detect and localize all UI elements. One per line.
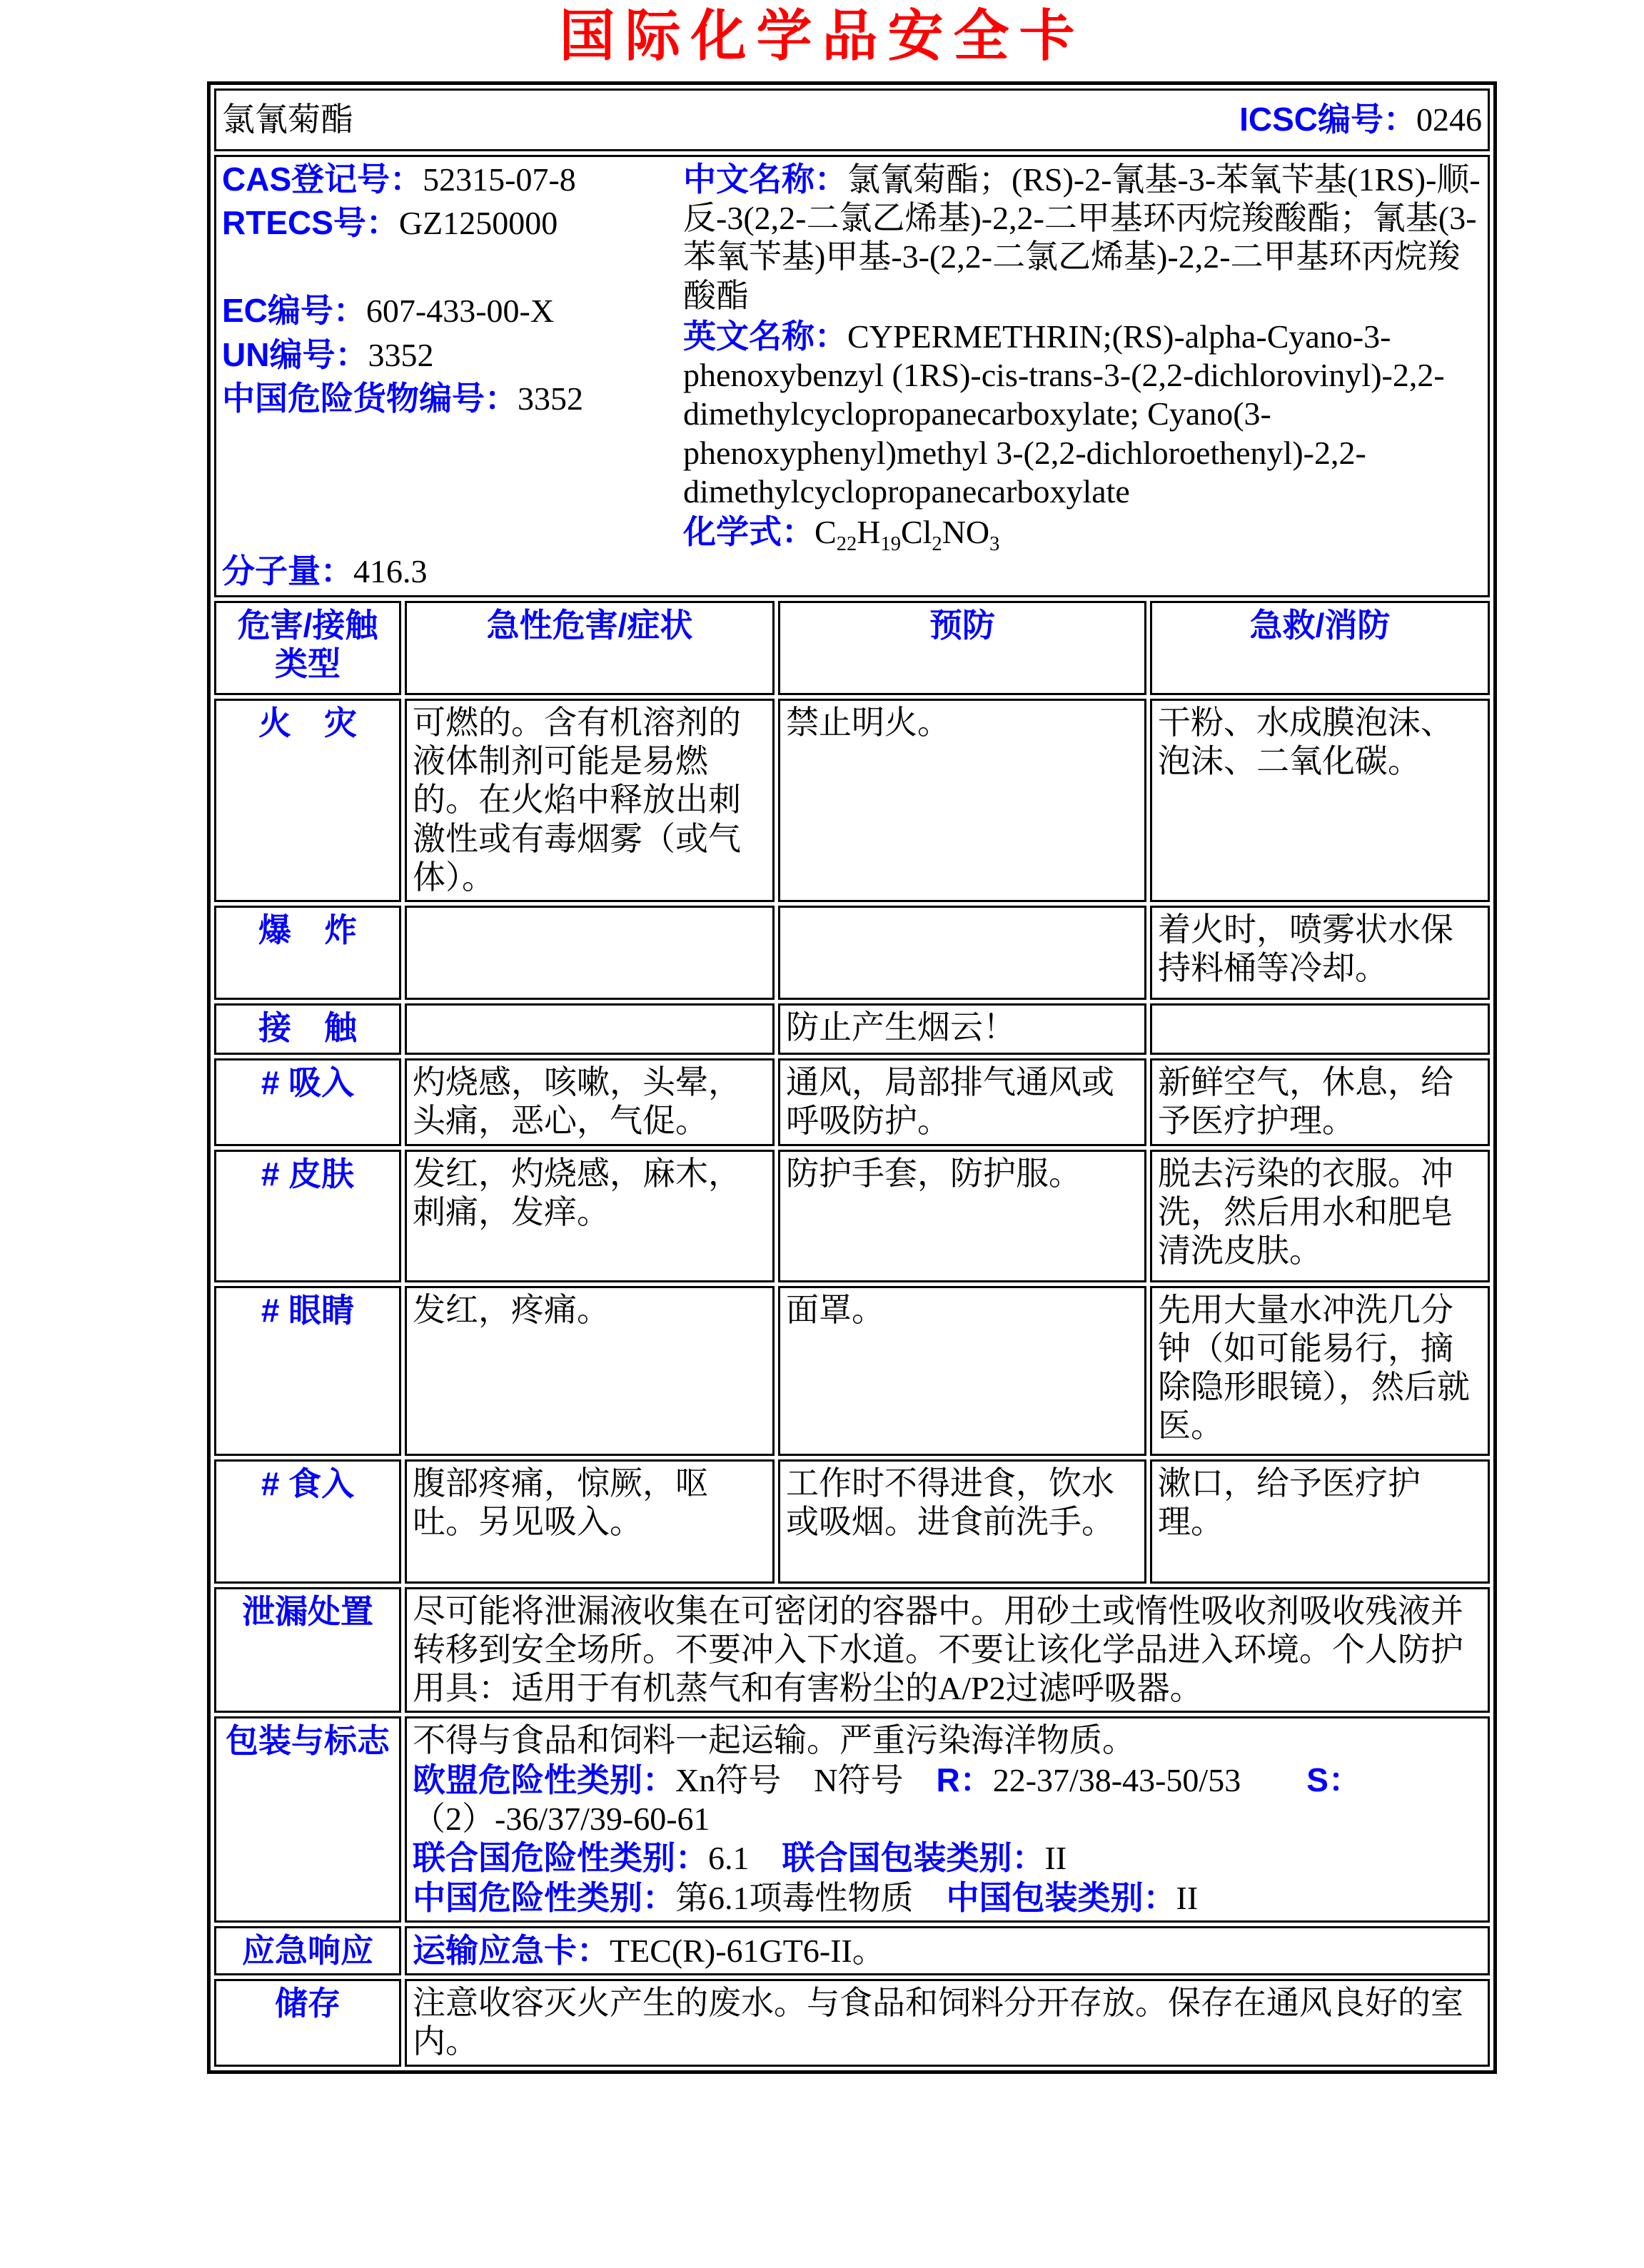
china-dg-label: 中国危险货物编号： bbox=[222, 379, 518, 417]
text-segment: H bbox=[857, 514, 881, 551]
explosion-type-label: 爆 炸 bbox=[214, 906, 401, 1000]
card-header-row bbox=[214, 88, 1490, 151]
inhalation-symptoms: 灼烧感，咳嗽，头晕，头痛，恶心，气促。 bbox=[405, 1058, 775, 1146]
formula-label: 化学式： bbox=[683, 513, 815, 551]
packaging-line-china-class bbox=[413, 1878, 1482, 1918]
skin-prevention: 防护手套，防护服。 bbox=[778, 1150, 1146, 1282]
hazard-row-fire bbox=[214, 699, 1490, 902]
chemical-name: 氯氰菊酯 bbox=[222, 101, 353, 138]
field-label-segment: S： bbox=[1306, 1761, 1361, 1798]
skin-symptoms: 发红，灼烧感，麻木，刺痛，发痒。 bbox=[405, 1150, 775, 1282]
text-segment: 22-37/38-43-50/53 bbox=[992, 1761, 1307, 1798]
icsc-number: 0246 bbox=[1416, 101, 1483, 138]
contact-prevention: 防止产生烟云！ bbox=[778, 1003, 1146, 1055]
packaging-line-un-class bbox=[413, 1838, 1482, 1878]
eyes-symptoms: 发红，疼痛。 bbox=[405, 1286, 775, 1456]
names-block bbox=[683, 160, 1482, 592]
fire-prevention: 禁止明火。 bbox=[778, 699, 1146, 902]
ingestion-type-label: # 食入 bbox=[214, 1459, 401, 1584]
header-acute-symptoms: 急性危害/症状 bbox=[405, 601, 775, 695]
card-header-cell bbox=[214, 88, 1490, 151]
ingestion-symptoms: 腹部疼痛，惊厥，呕吐。另见吸入。 bbox=[405, 1459, 775, 1584]
field-label-segment: 中国危险性类别： bbox=[413, 1878, 675, 1916]
un-number-line bbox=[222, 335, 683, 375]
ec-label: EC编号： bbox=[222, 292, 366, 330]
emergency-response-label: 应急响应 bbox=[214, 1926, 401, 1975]
contact-symptoms bbox=[405, 1003, 775, 1055]
eyes-prevention: 面罩。 bbox=[778, 1286, 1146, 1456]
skin-firstaid: 脱去污染的衣服。冲洗，然后用水和肥皂清洗皮肤。 bbox=[1150, 1150, 1490, 1282]
field-label-segment: 欧盟危险性类别： bbox=[413, 1761, 675, 1798]
text-segment: Cl bbox=[900, 514, 932, 551]
storage-row bbox=[214, 1979, 1490, 2067]
contact-firstaid bbox=[1150, 1003, 1490, 1055]
inhalation-firstaid: 新鲜空气，休息，给予医疗护理。 bbox=[1150, 1058, 1490, 1146]
fire-symptoms: 可燃的。含有机溶剂的液体制剂可能是易燃的。在火焰中释放出刺激性或有毒烟雾（或气体）。 bbox=[405, 699, 775, 902]
contact-type-label: 接 触 bbox=[214, 1003, 401, 1055]
skin-type-label: # 皮肤 bbox=[214, 1150, 401, 1282]
molecular-weight-value: 416.3 bbox=[353, 552, 428, 589]
ingestion-prevention: 工作时不得进食，饮水或吸烟。进食前洗手。 bbox=[778, 1459, 1146, 1584]
text-segment: 第6.1项毒性物质 bbox=[675, 1879, 947, 1916]
cas-number-line bbox=[222, 160, 683, 199]
identity-row bbox=[214, 155, 1490, 597]
explosion-symptoms bbox=[405, 906, 775, 1000]
text-segment: C bbox=[815, 514, 837, 551]
header-hazard-type: 危害/接触类型 bbox=[214, 601, 401, 695]
hazard-row-explosion bbox=[214, 906, 1490, 1000]
hazard-row-skin bbox=[214, 1150, 1490, 1282]
eyes-firstaid: 先用大量水冲洗几分钟（如可能易行，摘除隐形眼镜），然后就医。 bbox=[1150, 1286, 1490, 1456]
molecular-weight-label: 分子量： bbox=[222, 552, 353, 589]
field-label-segment: 运输应急卡： bbox=[413, 1931, 610, 1969]
identifier-list bbox=[222, 160, 683, 592]
text-segment: 6.1 bbox=[708, 1840, 782, 1877]
explosion-firstaid: 着火时，喷雾状水保持料桶等冷却。 bbox=[1150, 906, 1490, 1000]
formula-subscript: 2 bbox=[932, 533, 942, 556]
chemical-formula bbox=[815, 514, 1000, 556]
chinese-name-paragraph bbox=[683, 160, 1482, 315]
chinese-name-value: 氯氰菊酯；(RS)-2-氰基-3-苯氧苄基(1RS)-顺-反-3(2,2-二氯乙烯基)-2,2-二甲基环丙烷羧酸酯；氰基(3-苯氧苄基)甲基-3-(2,2-二氯乙烯基)-2,2-二甲基环丙烷羧酸酯 bbox=[683, 161, 1481, 314]
china-dg-number-line bbox=[222, 379, 683, 418]
formula-line bbox=[683, 512, 1482, 556]
formula-subscript: 3 bbox=[989, 533, 1000, 556]
packaging-labelling-row bbox=[214, 1716, 1490, 1922]
text-segment: Xn符号 N符号 bbox=[675, 1761, 937, 1798]
hazard-row-contact bbox=[214, 1003, 1490, 1055]
packaging-labelling-content bbox=[405, 1716, 1490, 1922]
header-prevention: 预防 bbox=[778, 601, 1146, 695]
china-dg-value: 3352 bbox=[518, 380, 583, 417]
hazard-row-ingestion bbox=[214, 1459, 1490, 1584]
hazard-table-header-row bbox=[214, 601, 1490, 695]
chinese-name-label: 中文名称： bbox=[683, 160, 847, 198]
un-value: 3352 bbox=[368, 336, 434, 373]
fire-firstaid: 干粉、水成膜泡沫、泡沫、二氧化碳。 bbox=[1150, 699, 1490, 902]
cas-label: CAS登记号： bbox=[222, 160, 423, 198]
fire-type-label: 火 灾 bbox=[214, 699, 401, 902]
spill-disposal-text: 尽可能将泄漏液收集在可密闭的容器中。用砂土或惰性吸收剂吸收残液并转移到安全场所。不要冲入下水道。不要让该化学品进入环境。个人防护用具：适用于有机蒸气和有害粉尘的A/P2过滤呼吸器。 bbox=[405, 1587, 1490, 1713]
text-segment: TEC(R)-61GT6-II。 bbox=[610, 1932, 885, 1969]
spill-disposal-label: 泄漏处置 bbox=[214, 1587, 401, 1713]
text-segment: II bbox=[1044, 1840, 1067, 1877]
english-name-paragraph bbox=[683, 317, 1482, 511]
safety-card-table bbox=[207, 81, 1497, 2074]
ingestion-firstaid: 漱口，给予医疗护理。 bbox=[1150, 1459, 1490, 1584]
storage-text: 注意收容灭火产生的废水。与食品和饲料分开存放。保存在通风良好的室内。 bbox=[405, 1979, 1490, 2067]
molecular-weight-line bbox=[222, 552, 683, 591]
packaging-line-transport bbox=[413, 1721, 1482, 1760]
field-label-segment: 联合国危险性类别： bbox=[413, 1839, 708, 1877]
hazard-row-inhalation bbox=[214, 1058, 1490, 1146]
text-segment: NO bbox=[942, 514, 990, 551]
formula-subscript: 22 bbox=[836, 533, 857, 556]
text-segment: II bbox=[1176, 1879, 1199, 1916]
identity-cell bbox=[214, 155, 1490, 597]
english-name-value: CYPERMETHRIN;(RS)-alpha-Cyano-3-phenoxybenzyl (1RS)-cis-trans-3-(2,2-dichlorovinyl)-2,2-dimethylcyclopropanecarboxylate; Cyano(3-phenoxyphenyl)methyl 3-(2,2-dichloroethenyl)-2,2-dimethylcyclopropanecarboxylate bbox=[683, 318, 1445, 510]
packaging-line-eu-class bbox=[413, 1761, 1482, 1800]
field-label-segment: R： bbox=[936, 1761, 993, 1798]
packaging-labelling-label: 包装与标志 bbox=[214, 1716, 401, 1922]
rtecs-number-line bbox=[222, 203, 683, 243]
text-segment: 不得与食品和饲料一起运输。严重污染海洋物质。 bbox=[413, 1722, 1135, 1759]
icsc-label: ICSC编号： bbox=[1239, 101, 1417, 138]
emergency-response-row bbox=[214, 1926, 1490, 1975]
packaging-line-s-codes bbox=[413, 1800, 1482, 1838]
cas-value: 52315-07-8 bbox=[423, 161, 576, 198]
eyes-type-label: # 眼睛 bbox=[214, 1286, 401, 1456]
formula-subscript: 19 bbox=[880, 533, 901, 556]
icsc-number-group bbox=[1239, 100, 1482, 139]
rtecs-label: RTECS号： bbox=[222, 204, 399, 242]
rtecs-value: GZ1250000 bbox=[398, 205, 558, 242]
emergency-response-text bbox=[405, 1926, 1490, 1975]
ec-number-line bbox=[222, 291, 683, 330]
un-label: UN编号： bbox=[222, 335, 368, 373]
spacer bbox=[222, 247, 683, 291]
text-segment: （2）-36/37/39-60-61 bbox=[413, 1800, 710, 1837]
inhalation-prevention: 通风，局部排气通风或呼吸防护。 bbox=[778, 1058, 1146, 1146]
storage-label: 储存 bbox=[214, 1979, 401, 2067]
explosion-prevention bbox=[778, 906, 1146, 1000]
inhalation-type-label: # 吸入 bbox=[214, 1058, 401, 1146]
hazard-row-eyes bbox=[214, 1286, 1490, 1456]
field-label-segment: 中国包装类别： bbox=[946, 1878, 1176, 1916]
page-title: 国际化学品安全卡 bbox=[559, 4, 1085, 67]
field-label-segment: 联合国包装类别： bbox=[782, 1839, 1045, 1877]
english-name-label: 英文名称： bbox=[683, 317, 847, 355]
ec-value: 607-433-00-X bbox=[365, 293, 555, 330]
spill-disposal-row bbox=[214, 1587, 1490, 1713]
header-firstaid-firefighting: 急救/消防 bbox=[1150, 601, 1490, 695]
